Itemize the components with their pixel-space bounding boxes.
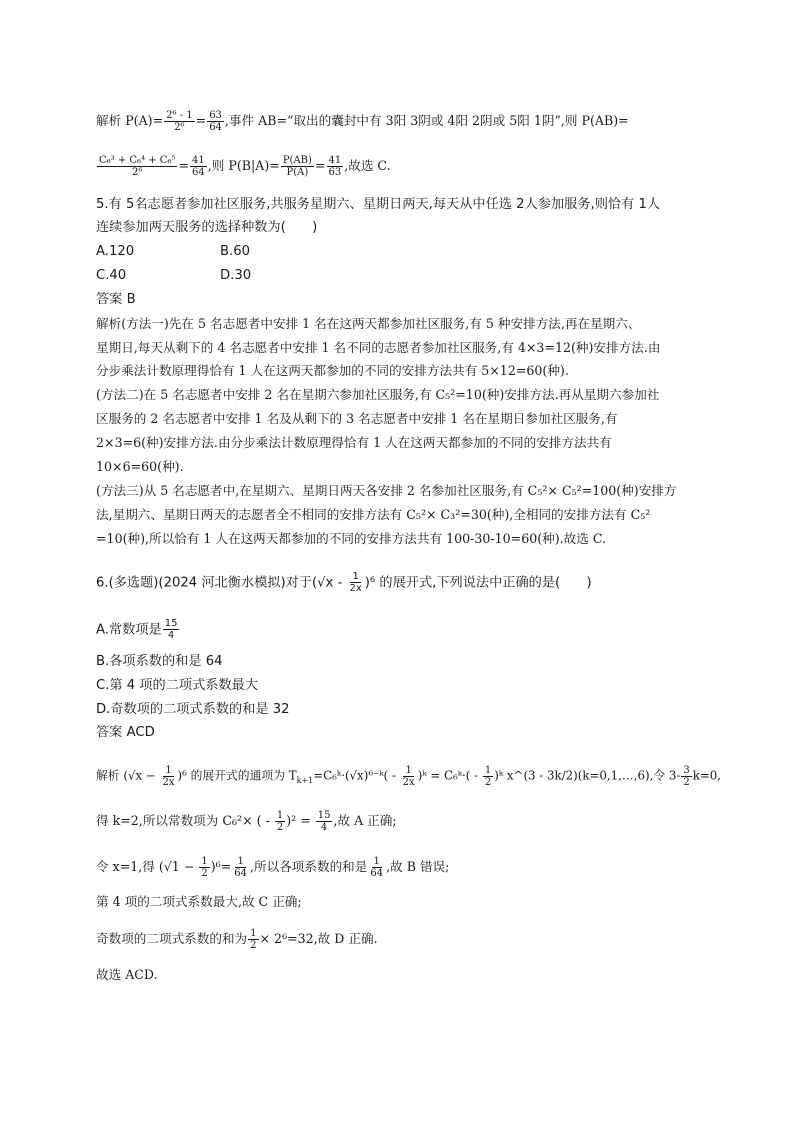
intro-line-1: 解析 P(A)= $\frac{\text{2⁶ - 1}}{\text{2⁶}}$ = $\frac{63}{64}$ ,事件 AB=“取出的囊封中有 3阳 3阴或 4阳 2阴或 5阳 1阴”,则 P(AB)= bbox=[96, 110, 629, 133]
fraction: $\frac{1}{2x}$ bbox=[162, 765, 175, 788]
q5-option-d: D.30 bbox=[220, 268, 252, 283]
text: )ᵏ = C₆ᵏ·( - bbox=[417, 768, 482, 783]
text: ,故 A 正确; bbox=[333, 813, 397, 828]
q5-solution-line: 分步乘法计数原理得恰有 1 人在这两天都参加的不同的安排方法共有 5×12=60(种). bbox=[96, 363, 569, 378]
fraction: $\frac{P(AB)}{P(A)}$ bbox=[282, 155, 312, 178]
q6-answer: 答案 ACD bbox=[96, 725, 155, 740]
text: × 2⁶=32,故 D 正确. bbox=[259, 931, 378, 946]
q6-stem bbox=[96, 571, 592, 594]
fraction: $\frac{41}{63}$ bbox=[328, 155, 342, 178]
q5-solution-line: 2×3=6(种)安排方法.由分步乘法计数原理得恰有 1 人在这两天都参加的不同的安排方法共有 bbox=[96, 435, 612, 450]
q5-solution-line: (方法二)在 5 名志愿者中安排 2 名在星期六参加社区服务,有 C₅²=10(种)安排方法.再从星期六参加社 bbox=[96, 387, 660, 402]
fraction: $\frac{\text{2⁶ - 1}}{\text{2⁶}}$ bbox=[166, 110, 193, 133]
text: ,故 B 错误; bbox=[386, 859, 450, 874]
q5-stem-line-1: 5.有 5名志愿者参加社区服务,共服务星期六、星期日两天,每天从中任选 2人参加服务,则恰有 1人 bbox=[96, 197, 661, 212]
q5-option-c: C.40 bbox=[96, 268, 127, 283]
q6-solution-line-4: 第 4 项的二项式系数最大,故 C 正确; bbox=[96, 894, 302, 909]
q5-solution-line: 10×6=60(种). bbox=[96, 459, 184, 474]
intro-line-2: $\frac{\text{C₆³ + C₆⁴ + C₆⁵}}{\text{2⁶}}$ = $\frac{41}{64}$ ,则 P(B|A)= $\frac{P(AB)}{P(A)}$ = $\frac{41}{63}$ ,故选 C. bbox=[99, 155, 391, 178]
q6-solution-line-2 bbox=[96, 810, 397, 833]
text: )⁶= bbox=[210, 859, 232, 874]
q6-solution-line-6: 故选 ACD. bbox=[96, 967, 158, 982]
fraction: $\frac{63}{64}$ bbox=[209, 110, 222, 133]
q5-solution-line: 解析(方法一)先在 5 名志愿者中安排 1 名在这两天都参加社区服务,有 5 种安排方法,再在星期六、 bbox=[96, 316, 641, 331]
fraction: $\frac{1}{2}$ bbox=[484, 765, 492, 788]
q5-solution-line: 法,星期六、星期日两天的志愿者全不相同的安排方法有 C₅²× C₃²=30(种),全相同的安排方法有 C₅² bbox=[96, 507, 651, 522]
fraction: $\frac{3}{2}$ bbox=[683, 765, 690, 788]
fraction: $\frac{15}{4}$ bbox=[317, 810, 331, 833]
q6-option-c: C.第 4 项的二项式系数最大 bbox=[96, 678, 259, 693]
subscript: k+1 bbox=[296, 775, 314, 785]
fraction: $\frac{1}{2}$ bbox=[201, 856, 208, 879]
text: ,则 P(B|A)= bbox=[207, 158, 280, 173]
text: A.常数项是 bbox=[96, 622, 162, 638]
fraction: $\frac{\text{C₆³ + C₆⁴ + C₆⁵}}{\text{2⁶}}$ bbox=[99, 155, 176, 178]
q5-solution-line: (方法三)从 5 名志愿者中,在星期六、星期日两天各安排 2 名参加社区服务,有 C₅²× C₅²=100(种)安排方 bbox=[96, 483, 677, 498]
text: ,事件 AB=“取出的囊封中有 3阳 3阴或 4阳 2阴或 5阳 1阴”,则 P(AB)= bbox=[224, 113, 629, 128]
text: ,所以各项系数的和是 bbox=[250, 859, 368, 874]
text: )ᵏ x^(3 - 3k/2)(k=0,1,…,6),令 3- bbox=[494, 768, 681, 783]
text: =C₆ᵏ·(√x)⁶⁻ᵏ( - bbox=[313, 768, 400, 783]
fraction: $\frac{1}{2}$ bbox=[276, 810, 284, 833]
text: 得 k=2,所以常数项为 C₆²× ( - bbox=[96, 813, 274, 828]
text: 奇数项的二项式系数的和为 bbox=[96, 931, 248, 946]
text: 解析 (√x − bbox=[96, 768, 160, 783]
text: ,故选 C. bbox=[344, 158, 391, 173]
fraction: $\frac{41}{64}$ bbox=[192, 155, 205, 178]
text: )⁶ 的展开式的通项为 T bbox=[177, 768, 297, 783]
q5-stem-line-2: 连续参加两天服务的选择种数为( ) bbox=[96, 220, 318, 235]
q6-solution-line-5 bbox=[96, 928, 378, 951]
q6-option-b: B.各项系数的和是 64 bbox=[96, 654, 223, 669]
text: k=0, bbox=[692, 768, 722, 783]
text: )⁶ 的展开式,下列说法中正确的是( ) bbox=[364, 575, 592, 591]
q6-solution-line-3 bbox=[96, 856, 449, 879]
text: 解析 P(A)= bbox=[96, 113, 164, 128]
fraction: $\frac{1}{2}$ bbox=[250, 928, 257, 951]
text: )² = bbox=[286, 813, 315, 828]
text: 令 x=1,得 (√1 − bbox=[96, 859, 199, 874]
q6-option-d: D.奇数项的二项式系数的和是 32 bbox=[96, 702, 290, 717]
q6-option-a bbox=[96, 618, 180, 641]
q5-solution-line: =10(种),所以恰有 1 人在这两天都参加的不同的安排方法共有 100-30-10=60(种).故选 C. bbox=[96, 531, 607, 546]
q6-solution-line-1 bbox=[96, 765, 721, 790]
q5-option-b: B.60 bbox=[220, 244, 251, 259]
fraction: $\frac{15}{4}$ bbox=[164, 618, 178, 641]
fraction: $\frac{1}{64}$ bbox=[234, 856, 247, 879]
q5-option-a: A.120 bbox=[96, 244, 135, 259]
text: 6.(多选题)(2024 河北衡水模拟)对于(√x - bbox=[96, 575, 347, 591]
fraction: $\frac{1}{64}$ bbox=[370, 856, 384, 879]
q5-answer: 答案 B bbox=[96, 292, 136, 307]
q5-solution-line: 星期日,每天从剩下的 4 名志愿者中安排 1 名不同的志愿者参加社区服务,有 4×3=12(种)安排方法.由 bbox=[96, 340, 661, 355]
fraction: $\frac{1}{2x}$ bbox=[349, 571, 362, 594]
fraction: $\frac{1}{2x}$ bbox=[402, 765, 415, 788]
q5-solution-line: 区服务的 2 名志愿者中安排 1 名及从剩下的 3 名志愿者中安排 1 名在星期日参加社区服务,有 bbox=[96, 411, 618, 426]
